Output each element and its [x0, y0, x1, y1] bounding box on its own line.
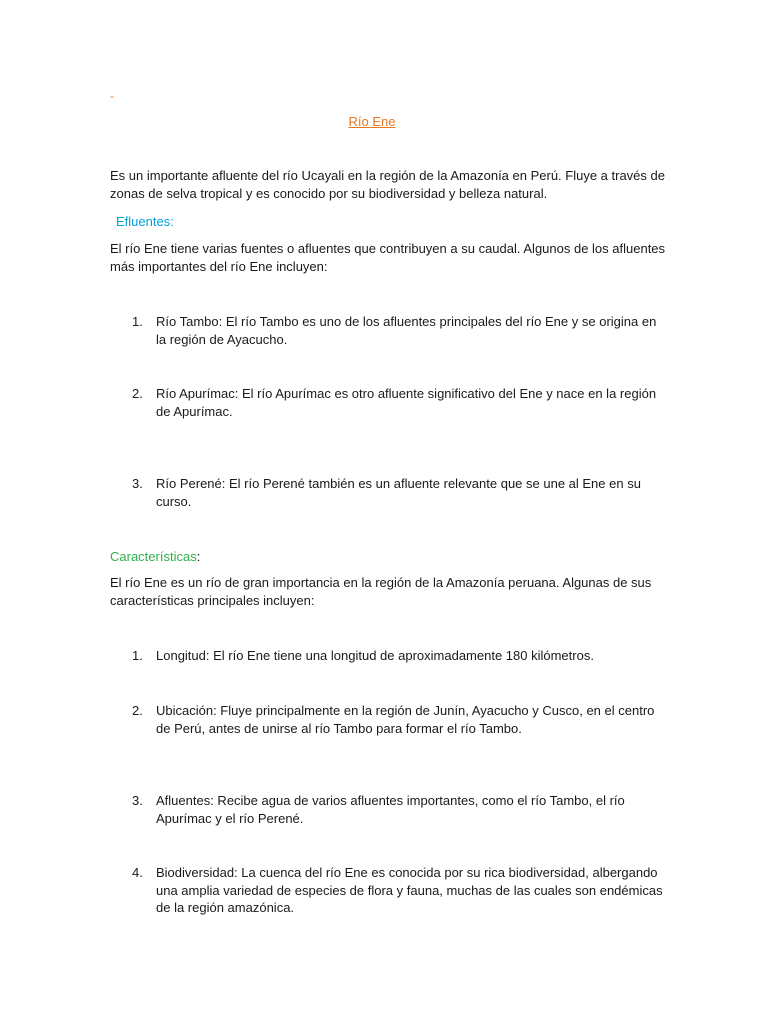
page-marker: -: [110, 89, 114, 103]
caracteristicas-heading-text: Características: [110, 549, 197, 564]
list-number: 4.: [132, 865, 143, 880]
list-text: Río Tambo: El río Tambo es uno de los afluentes principales del río Ene y se origina en la región de Ayacucho.: [156, 314, 657, 347]
list-number: 2.: [132, 703, 143, 718]
list-text: Afluentes: Recibe agua de varios afluentes importantes, como el río Tambo, el río Apurímac y el río Perené.: [156, 793, 625, 826]
list-text: Ubicación: Fluye principalmente en la región de Junín, Ayacucho y Cusco, en el centro de Perú, antes de unirse al río Tambo para formar el río Tambo.: [156, 703, 655, 736]
list-text: Río Apurímac: El río Apurímac es otro afluente significativo del Ene y nace en la región de Apurímac.: [156, 386, 657, 419]
list-number: 3.: [132, 476, 143, 491]
list-number: 1.: [132, 314, 143, 329]
caracteristicas-heading: [110, 548, 200, 565]
efluentes-intro: El río Ene tiene varias fuentes o afluentes que contribuyen a su caudal. Algunos de los afluentes más importantes del río Ene incluyen:: [110, 241, 666, 274]
list-text: Biodiversidad: La cuenca del río Ene es conocida por su rica biodiversidad, albergando una amplia variedad de especies de flora y fauna, muchas de las cuales son endémicas de la región amazónica.: [156, 865, 663, 915]
caracteristicas-intro: El río Ene es un río de gran importancia en la región de la Amazonía peruana. Algunas de sus características principales incluyen:: [110, 575, 652, 608]
list-number: 1.: [132, 648, 143, 663]
intro-paragraph: Es un importante afluente del río Ucayali en la región de la Amazonía en Perú. Fluye a través de zonas de selva tropical y es conocido por su biodiversidad y belleza natural.: [110, 168, 665, 201]
list-number: 3.: [132, 793, 143, 808]
efluentes-heading: Efluentes:: [116, 214, 174, 229]
list-text: Río Perené: El río Perené también es un afluente relevante que se une al Ene en su curso.: [156, 476, 641, 509]
document-title: Río Ene: [348, 114, 396, 129]
list-text: Longitud: El río Ene tiene una longitud de aproximadamente 180 kilómetros.: [156, 648, 594, 663]
caracteristicas-heading-colon: :: [196, 549, 201, 564]
list-number: 2.: [132, 386, 143, 401]
